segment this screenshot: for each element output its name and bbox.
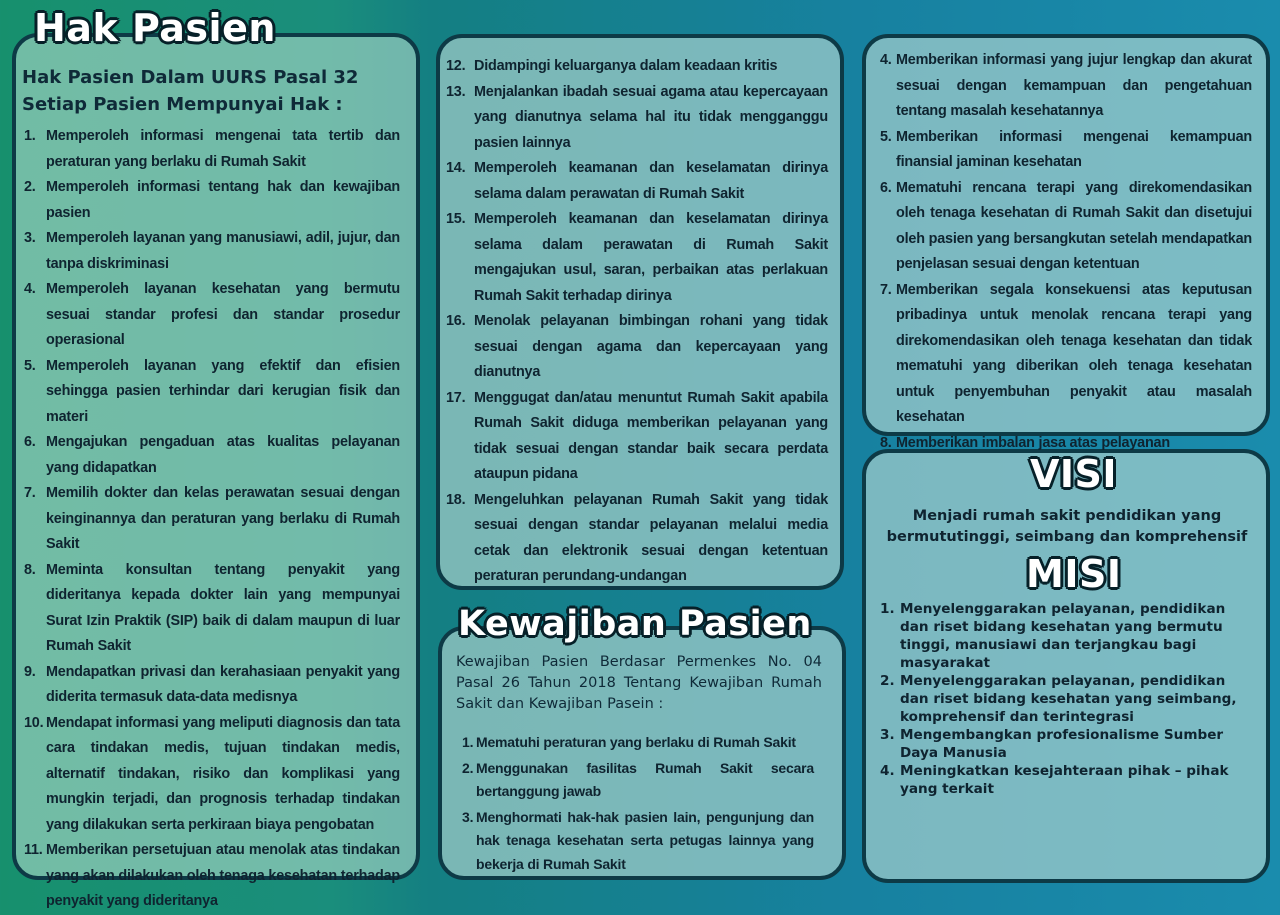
list-item-number: 2. — [462, 759, 474, 776]
list-item — [24, 838, 400, 915]
list-item — [24, 481, 400, 558]
list-item-number: 3. — [462, 808, 474, 825]
list-item-number: 9. — [24, 663, 36, 680]
list-item-number: 1. — [462, 734, 474, 750]
list-item-number: 10. — [24, 714, 44, 731]
misi-title: MISI — [1026, 552, 1122, 596]
list-item — [446, 207, 828, 309]
list-item-text: Mematuhi rencana terapi yang direkomendasikan oleh tenaga kesehatan di Rumah Sakit dan disetujui oleh pasien yang bersangkutan setelah mendapatkan penjelasan sesuai dengan ketentuan — [896, 179, 1252, 272]
list-item-text: Mematuhi peraturan yang berlaku di Rumah Sakit — [476, 734, 796, 750]
list-item-text: Memberikan imbalan jasa atas pelayanan — [896, 434, 1170, 451]
list-item — [24, 277, 400, 354]
list-item — [446, 488, 828, 590]
list-item — [24, 124, 400, 175]
list-item-number: 2. — [24, 179, 36, 195]
visi-title: VISI — [1030, 452, 1118, 496]
list-item-text: Memberikan segala konsekuensi atas keputusan pribadinya untuk menolak rencana terapi yang direkomendasikan oleh tenaga kesehatan dan tidak mematuhi yang diberikan oleh tenaga kesehatan untuk penyembuhan penyakit atau masalah kesehatan — [896, 281, 1252, 425]
hak-pasien-title: Hak Pasien — [34, 6, 276, 50]
visi-line2: bermututinggi, seimbang dan komprehensif — [886, 529, 1248, 545]
hak-pasien-list-continued — [446, 54, 828, 590]
list-item-text: Memilih dokter dan kelas perawatan sesuai dengan keinginannya dan peraturan yang berlaku di Rumah Sakit — [46, 485, 400, 552]
list-item-text: Mendapatkan privasi dan kerahasiaan penyakit yang diderita termasuk data-data medisnya — [46, 663, 400, 705]
list-item-text: Mengembangkan profesionalisme Sumber Daya Manusia — [900, 727, 1224, 761]
list-item — [446, 80, 828, 157]
list-item-number: 13. — [446, 83, 466, 100]
list-item-number: 2. — [880, 673, 895, 689]
misi-list — [880, 600, 1254, 798]
list-item-number: 1. — [24, 128, 36, 144]
list-item-text: Mendapat informasi yang meliputi diagnosis dan tata cara tindakan medis, tujuan tindakan medis, alternatif tindakan, risiko dan komplikasi yang mungkin terjadi, dan prognosis terhadap tindakan yang dilakukan serta perkiraan biaya pengobatan — [46, 714, 400, 833]
list-item — [446, 54, 828, 80]
kewajiban-pasien-title: Kewajiban Pasien — [458, 604, 812, 644]
list-item-text: Meminta konsultan tentang penyakit yang dideritanya kepada dokter lain yang mempunyai Surat Izin Praktik (SIP) baik di dalam maupun di luar Rumah Sakit — [46, 561, 400, 654]
list-item — [880, 600, 1254, 672]
list-item — [24, 175, 400, 226]
list-item-text: Memperoleh layanan yang efektif dan efisien sehingga pasien terhindar dari kerugian fisik dan materi — [46, 357, 400, 425]
list-item — [462, 806, 814, 877]
list-item — [880, 125, 1252, 176]
list-item-number: 11. — [24, 842, 43, 858]
list-item-number: 7. — [24, 485, 36, 501]
list-item-number: 4. — [24, 281, 36, 297]
list-item — [880, 48, 1252, 125]
list-item-text: Menyelenggarakan pelayanan, pendidikan dan riset bidang kesehatan yang bermutu tinggi, manusiawi dan terjangkau bagi masyarakat — [900, 601, 1226, 671]
list-item — [462, 757, 814, 804]
list-item-text: Memperoleh informasi tentang hak dan kewajiban pasien — [46, 179, 400, 221]
list-item-number: 6. — [24, 434, 36, 450]
list-item-text: Memberikan informasi mengenai kemampuan finansial jaminan kesehatan — [896, 128, 1252, 170]
list-item — [880, 762, 1254, 798]
list-item-number: 4. — [880, 52, 892, 68]
list-item-number: 6. — [880, 179, 892, 196]
list-item-number: 17. — [446, 389, 466, 406]
list-item — [446, 386, 828, 488]
list-item — [880, 176, 1252, 278]
list-item-number: 16. — [446, 313, 466, 329]
list-item — [24, 226, 400, 277]
list-item — [24, 430, 400, 481]
list-item-number: 3. — [24, 230, 36, 246]
list-item-number: 15. — [446, 211, 466, 227]
list-item — [24, 558, 400, 660]
list-item-text: Memberikan informasi yang jujur lengkap dan akurat sesuai dengan kemampuan dan pengetahuan tentang masalah kesehatannya — [896, 52, 1252, 119]
list-item-text: Didampingi keluarganya dalam keadaan kritis — [474, 58, 778, 74]
list-item — [880, 672, 1254, 726]
list-item-text: Memperoleh informasi mengenai tata tertib dan peraturan yang berlaku di Rumah Sakit — [46, 128, 400, 170]
list-item — [446, 309, 828, 386]
list-item-number: 18. — [446, 491, 466, 508]
visi-statement — [880, 506, 1254, 548]
list-item-text: Memperoleh layanan yang manusiawi, adil, jujur, dan tanpa diskriminasi — [46, 230, 400, 272]
list-item-text: Memperoleh keamanan dan keselamatan dirinya selama dalam perawatan di Rumah Sakit — [474, 160, 828, 202]
list-item — [24, 354, 400, 431]
list-item — [880, 726, 1254, 762]
list-item — [446, 156, 828, 207]
list-item-text: Menggugat dan/atau menuntut Rumah Sakit apabila Rumah Sakit diduga memberikan pelayanan yang tidak sesuai dengan standar baik secara perdata ataupun pidana — [474, 389, 828, 482]
hak-pasien-list — [24, 124, 400, 915]
list-item-text: Menyelenggarakan pelayanan, pendidikan dan riset bidang kesehatan yang seimbang, komprehensif dan terintegrasi — [900, 673, 1237, 725]
list-item-text: Menjalankan ibadah sesuai agama atau kepercayaan yang dianutnya selama hal itu tidak mengganggu pasien lainnya — [474, 83, 828, 151]
list-item-text: Menghormati hak-hak pasien lain, pengunjung dan hak tenaga kesehatan serta petugas lainnya yang bekerja di Rumah Sakit — [476, 808, 814, 872]
list-item — [880, 278, 1252, 431]
list-item-text: Meningkatkan kesejahteraan pihak – pihak yang terkait — [900, 763, 1229, 797]
list-item-number: 5. — [24, 357, 36, 374]
list-item-number: 1. — [880, 601, 895, 617]
kewajiban-pasien-list-continued — [880, 48, 1252, 456]
list-item-text: Mengeluhkan pelayanan Rumah Sakit yang tidak sesuai dengan standar pelayanan melalui media cetak dan elektronik sesuai dengan ketentuan peraturan perundang-undangan — [474, 491, 828, 584]
list-item-number: 14. — [446, 160, 466, 176]
list-item-text: Memperoleh keamanan dan keselamatan dirinya selama dalam perawatan di Rumah Sakit mengajukan usul, saran, perbaikan atas perlakuan Rumah Sakit terhadap dirinya — [474, 211, 828, 304]
list-item-number: 8. — [880, 434, 892, 451]
list-item-number: 4. — [880, 763, 895, 779]
list-item-text: Memperoleh layanan kesehatan yang bermutu sesuai standar profesi dan standar prosedur operasional — [46, 281, 400, 348]
hak-pasien-lead-line1: Hak Pasien Dalam UURS Pasal 32 — [22, 67, 359, 88]
list-item-number: 12. — [446, 58, 466, 74]
list-item — [24, 660, 400, 711]
hak-pasien-lead — [22, 64, 402, 118]
list-item-number: 7. — [880, 281, 892, 298]
list-item-number: 3. — [880, 727, 895, 743]
list-item-text: Menggunakan fasilitas Rumah Sakit secara bertanggung jawab — [476, 759, 814, 799]
visi-line1: Menjadi rumah sakit pendidikan yang — [912, 508, 1222, 524]
list-item — [24, 711, 400, 839]
list-item-text: Menolak pelayanan bimbingan rohani yang tidak sesuai dengan agama dan kepercayaan yang dianutnya — [474, 313, 828, 380]
hak-pasien-lead-line2: Setiap Pasien Mempunyai Hak : — [22, 94, 343, 115]
list-item-text: Memberikan persetujuan atau menolak atas tindakan yang akan dilakukan oleh tenaga kesehatan terhadap penyakit yang dideritanya — [46, 842, 400, 909]
kewajiban-pasien-lead: Kewajiban Pasien Berdasar Permenkes No. 04 Pasal 26 Tahun 2018 Tentang Kewajiban Rumah Sakit dan Kewajiban Pasein : — [456, 654, 822, 712]
list-item-number: 8. — [24, 561, 36, 578]
list-item-number: 5. — [880, 128, 892, 145]
list-item — [462, 731, 814, 755]
list-item-text: Mengajukan pengaduan atas kualitas pelayanan yang didapatkan — [46, 434, 400, 476]
kewajiban-pasien-list — [462, 731, 814, 878]
